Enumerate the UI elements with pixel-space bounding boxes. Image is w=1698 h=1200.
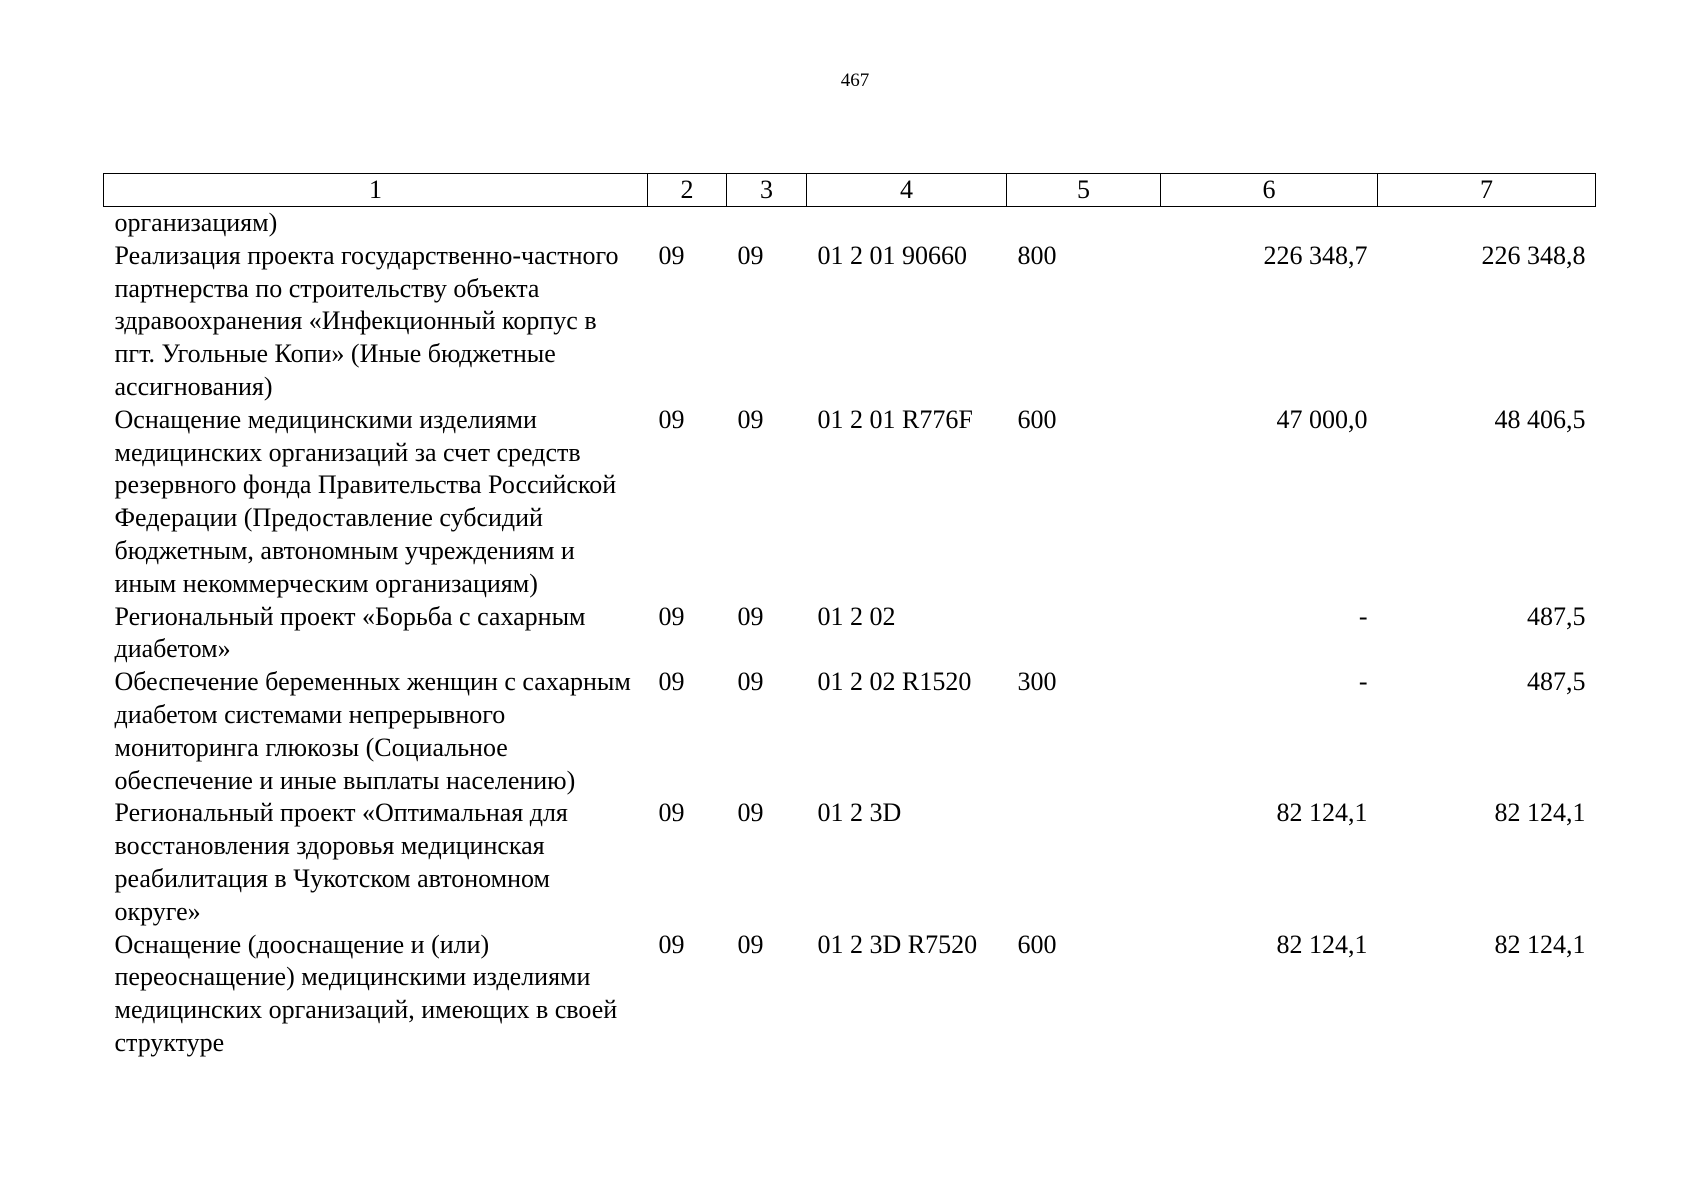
row-sum-1: 82 124,1	[1276, 929, 1368, 959]
budget-table	[103, 173, 1596, 1060]
row-sum-1	[1161, 207, 1378, 240]
row-pr: 09	[737, 667, 764, 697]
row-sum-1: -	[1358, 667, 1368, 697]
row-sum-1: 82 124,1	[1276, 798, 1368, 828]
row-sum-2: 48 406,5	[1494, 404, 1586, 434]
row-pr: 09	[737, 601, 764, 631]
row-vr	[1007, 207, 1161, 240]
row-rz: 09	[658, 240, 685, 270]
row-rz: 09	[658, 667, 685, 697]
row-pr: 09	[737, 929, 764, 959]
header-col-6: 6	[1161, 174, 1378, 207]
row-rz: 09	[658, 601, 685, 631]
row-pr: 09	[737, 240, 764, 270]
row-csr: 01 2 02	[817, 601, 896, 631]
row-sum-2: 487,5	[1527, 667, 1586, 697]
row-vr	[1007, 797, 1161, 928]
row-vr: 300	[1017, 667, 1057, 697]
row-name: Региональный проект «Оптимальная для восстановления здоровья медицинская реабилитация в Чукотском автономном округе»	[114, 798, 568, 926]
row-name: Реализация проекта государственно-частного партнерства по строительству объекта здравоохранения «Инфекционный корпус в пгт. Угольные Копи» (Иные бюджетные ассигнования)	[114, 240, 619, 401]
header-row	[104, 174, 1596, 207]
header-col-7: 7	[1378, 174, 1596, 207]
header-col-2: 2	[648, 174, 727, 207]
row-name: Региональный проект «Борьба с сахарным диабетом»	[114, 601, 586, 664]
row-sum-2: 82 124,1	[1494, 929, 1586, 959]
row-vr: 600	[1017, 929, 1057, 959]
row-rz: 09	[658, 798, 685, 828]
table-row	[104, 797, 1596, 928]
row-sum-1: 47 000,0	[1276, 404, 1368, 434]
row-pr: 09	[737, 404, 764, 434]
row-csr: 01 2 02 R1520	[817, 667, 972, 697]
row-csr: 01 2 01 R776F	[817, 404, 973, 434]
row-vr: 600	[1017, 404, 1057, 434]
row-pr: 09	[737, 798, 764, 828]
header-col-4: 4	[807, 174, 1007, 207]
row-csr	[807, 207, 1007, 240]
table-row	[104, 601, 1596, 667]
table-row	[104, 929, 1596, 1060]
page-number: 467	[840, 70, 870, 91]
table-body	[104, 207, 1596, 1060]
row-rz: 09	[658, 404, 685, 434]
table-row	[104, 666, 1596, 797]
table-row	[104, 207, 1596, 240]
row-csr: 01 2 3D	[817, 798, 902, 828]
header-col-5: 5	[1007, 174, 1161, 207]
row-vr	[1007, 601, 1161, 667]
row-sum-2: 82 124,1	[1494, 798, 1586, 828]
row-sum-2: 487,5	[1527, 601, 1586, 631]
row-vr: 800	[1017, 240, 1057, 270]
row-sum-2: 226 348,8	[1481, 240, 1586, 270]
row-sum-1: -	[1358, 601, 1368, 631]
row-name: Обеспечение беременных женщин с сахарным диабетом системами непрерывного мониторинга глюкозы (Социальное обеспечение и иные выплаты населению)	[114, 667, 631, 795]
row-sum-1: 226 348,7	[1263, 240, 1368, 270]
table-header	[104, 174, 1596, 207]
row-name: Оснащение (дооснащение и (или) переоснащение) медицинскими изделиями медицинских организаций, имеющих в своей структуре	[114, 929, 618, 1057]
row-name: Оснащение медицинскими изделиями медицинских организаций за счет средств резервного фонда Правительства Российской Федерации (Предоставление субсидий бюджетным, автономным учреждениям и иным некоммерческим организациям)	[114, 404, 617, 598]
row-rz: 09	[658, 929, 685, 959]
header-col-1: 1	[104, 174, 648, 207]
table-row	[104, 404, 1596, 601]
row-pr	[727, 207, 807, 240]
row-csr: 01 2 01 90660	[817, 240, 967, 270]
row-name: организациям)	[114, 208, 278, 237]
row-csr: 01 2 3D R7520	[817, 929, 978, 959]
header-col-3: 3	[727, 174, 807, 207]
row-rz	[648, 207, 727, 240]
table-row	[104, 240, 1596, 404]
row-sum-2	[1378, 207, 1596, 240]
